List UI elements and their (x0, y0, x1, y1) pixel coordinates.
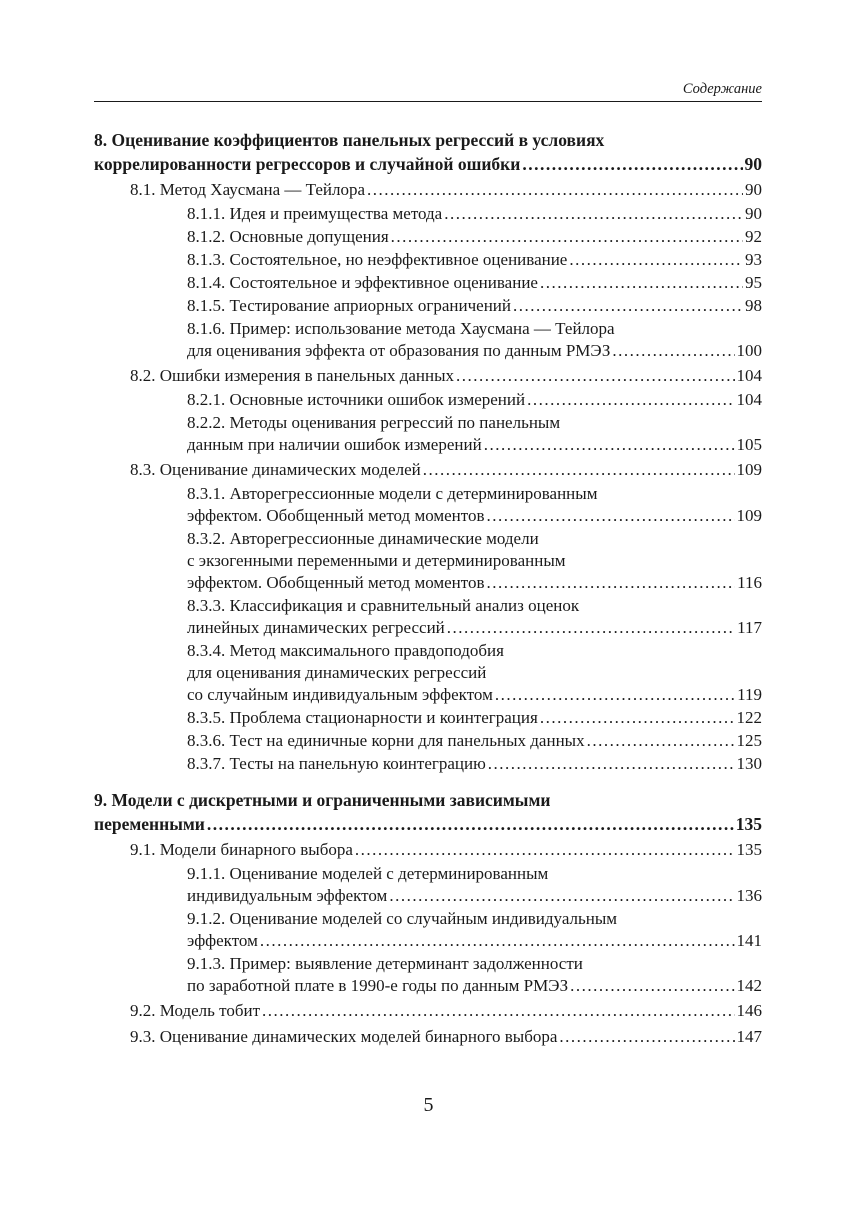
toc-entry-title: переменными (94, 814, 205, 834)
toc-entry-sub[interactable] (94, 412, 762, 456)
toc-entry-line: 8.3.4. Метод максимального правдоподобия (187, 641, 504, 660)
section-gap (94, 775, 762, 788)
toc-entry-sub[interactable] (94, 272, 762, 294)
toc-entry-line (94, 152, 762, 176)
toc-entry-line (187, 930, 762, 952)
toc-entry-line (187, 707, 762, 729)
toc-entry-title: индивидуальным эффектом (187, 886, 388, 905)
toc-entry-line (94, 812, 762, 836)
dot-leader (559, 1025, 734, 1049)
toc-entry-sub[interactable] (94, 318, 762, 362)
toc-entry-line (187, 295, 762, 317)
toc-entry-title: 9.1. Модели бинарного выбора (130, 840, 353, 859)
toc-entry-title: 8.2. Ошибки измерения в панельных данных (130, 366, 455, 385)
toc-page-number: 135 (736, 840, 762, 859)
toc-entry-title: 8.3.6. Тест на единичные корни для панельных данных (187, 731, 585, 750)
table-of-contents (94, 128, 762, 1049)
toc-entry-title: со случайным индивидуальным эффектом (187, 685, 493, 704)
toc-page-number: 142 (736, 976, 762, 995)
toc-page-number: 141 (736, 931, 762, 950)
toc-entry-section[interactable] (94, 1025, 762, 1049)
toc-page-number: 90 (744, 154, 762, 174)
dot-leader (487, 572, 736, 594)
dot-leader (391, 226, 743, 248)
dot-leader (207, 812, 734, 836)
toc-entry-line (187, 434, 762, 456)
toc-entry-title: 8.3. Оценивание динамических моделей (130, 460, 421, 479)
toc-entry-title: 9.2. Модель тобит (130, 1001, 261, 1020)
toc-entry-section[interactable] (94, 178, 762, 202)
toc-page-number: 119 (737, 685, 762, 704)
toc-entry-line: для оценивания динамических регрессий (187, 663, 487, 682)
toc-entry-section[interactable] (94, 838, 762, 862)
toc-entry-line (187, 617, 762, 639)
dot-leader (540, 707, 735, 729)
toc-entry-title: 8.1.2. Основные допущения (187, 227, 389, 246)
toc-entry-sub[interactable] (94, 640, 762, 706)
toc-entry-line (187, 249, 762, 271)
toc-page-number: 104 (736, 390, 762, 409)
toc-entry-line (187, 505, 762, 527)
toc-entry-line (130, 1025, 762, 1049)
toc-entry-line (130, 178, 762, 202)
dot-leader (260, 930, 735, 952)
dot-leader (587, 730, 735, 752)
dot-leader (488, 753, 735, 775)
toc-page-number: 135 (735, 814, 762, 834)
toc-entry-line (187, 753, 762, 775)
toc-entry-section[interactable] (94, 458, 762, 482)
dot-leader (569, 249, 743, 271)
toc-entry-sub[interactable] (94, 707, 762, 729)
toc-entry-sub[interactable] (94, 483, 762, 527)
toc-page-number: 93 (745, 250, 762, 269)
running-head: Содержание (682, 81, 762, 97)
dot-leader (513, 295, 743, 317)
toc-entry-line (130, 838, 762, 862)
dot-leader (540, 272, 743, 294)
toc-entry-sub[interactable] (94, 753, 762, 775)
toc-page-number: 90 (745, 180, 762, 199)
toc-page-number: 98 (745, 296, 762, 315)
toc-page-number: 125 (736, 731, 762, 750)
dot-leader (522, 152, 742, 176)
toc-entry-line: 8.3.3. Классификация и сравнительный анализ оценок (187, 596, 580, 615)
dot-leader (495, 684, 735, 706)
toc-entry-line (130, 458, 762, 482)
toc-entry-sub[interactable] (94, 203, 762, 225)
toc-entry-line (187, 730, 762, 752)
toc-entry-line (187, 203, 762, 225)
toc-entry-title: для оценивания эффекта от образования по данным РМЭЗ (187, 341, 611, 360)
toc-page-number: 147 (736, 1027, 762, 1046)
toc-entry-sub[interactable] (94, 226, 762, 248)
toc-page-number: 100 (736, 341, 762, 360)
toc-page-number: 109 (736, 460, 762, 479)
dot-leader (447, 617, 735, 639)
toc-page-number: 136 (736, 886, 762, 905)
toc-entry-line (187, 684, 762, 706)
toc-page-number: 105 (736, 435, 762, 454)
toc-entry-line (187, 272, 762, 294)
toc-page-number: 95 (745, 273, 762, 292)
toc-entry-line: 9.1.1. Оценивание моделей с детерминированным (187, 864, 549, 883)
toc-entry-title: эффектом. Обобщенный метод моментов (187, 506, 485, 525)
toc-entry-title: 8.1.5. Тестирование априорных ограничений (187, 296, 512, 315)
toc-entry-line (187, 885, 762, 907)
toc-entry-sub[interactable] (94, 389, 762, 411)
dot-leader (570, 975, 734, 997)
toc-entry-title: коррелированности регрессоров и случайной ошибки (94, 154, 521, 174)
toc-entry-line: 9.1.2. Оценивание моделей со случайным индивидуальным (187, 909, 618, 928)
header-rule (94, 101, 762, 102)
toc-entry-line: 8.2.2. Методы оценивания регрессий по панельным (187, 413, 561, 432)
toc-entry-chapter[interactable] (94, 788, 762, 836)
toc-entry-line: 8. Оценивание коэффициентов панельных регрессий в условиях (94, 130, 605, 150)
toc-entry-sub[interactable] (94, 908, 762, 952)
dot-leader (355, 838, 735, 862)
toc-page-number: 109 (736, 506, 762, 525)
toc-entry-title: эффектом (187, 931, 258, 950)
toc-entry-line (187, 226, 762, 248)
toc-entry-line (187, 572, 762, 594)
dot-leader (484, 434, 735, 456)
toc-page-number: 104 (736, 366, 762, 385)
toc-entry-title: 8.3.7. Тесты на панельную коинтеграцию (187, 754, 486, 773)
dot-leader (456, 364, 734, 388)
toc-entry-line (130, 999, 762, 1023)
toc-page-number: 146 (736, 1001, 762, 1020)
toc-entry-section[interactable] (94, 999, 762, 1023)
toc-entry-line (187, 340, 762, 362)
toc-entry-title: данным при наличии ошибок измерений (187, 435, 482, 454)
toc-entry-sub[interactable] (94, 730, 762, 752)
dot-leader (444, 203, 743, 225)
toc-entry-sub[interactable] (94, 953, 762, 997)
toc-entry-title: 8.1.1. Идея и преимущества метода (187, 204, 443, 223)
toc-entry-sub[interactable] (94, 528, 762, 594)
toc-entry-line: 8.3.1. Авторегрессионные модели с детерминированным (187, 484, 598, 503)
toc-page-number: 117 (737, 618, 762, 637)
toc-entry-title: линейных динамических регрессий (187, 618, 445, 637)
toc-entry-title: по заработной плате в 1990-е годы по данным РМЭЗ (187, 976, 569, 995)
toc-entry-line (187, 389, 762, 411)
toc-entry-title: 8.1.4. Состоятельное и эффективное оценивание (187, 273, 538, 292)
toc-entry-sub[interactable] (94, 295, 762, 317)
toc-entry-section[interactable] (94, 364, 762, 388)
toc-entry-line: 8.1.6. Пример: использование метода Хаусмана — Тейлора (187, 319, 615, 338)
toc-page-number: 92 (745, 227, 762, 246)
toc-page-number: 90 (745, 204, 762, 223)
toc-page-number: 130 (736, 754, 762, 773)
dot-leader (367, 178, 743, 202)
toc-entry-sub[interactable] (94, 595, 762, 639)
toc-entry-line: 9. Модели с дискретными и ограниченными зависимыми (94, 790, 551, 810)
dot-leader (389, 885, 734, 907)
toc-entry-chapter[interactable] (94, 128, 762, 176)
toc-page-number: 122 (736, 708, 762, 727)
toc-entry-title: 9.3. Оценивание динамических моделей бинарного выбора (130, 1027, 558, 1046)
dot-leader (423, 458, 735, 482)
toc-entry-line: 8.3.2. Авторегрессионные динамические модели (187, 529, 539, 548)
dot-leader (487, 505, 735, 527)
page-number: 5 (423, 1094, 434, 1116)
toc-entry-title: 8.3.5. Проблема стационарности и коинтеграция (187, 708, 538, 727)
toc-entry-title: 8.1. Метод Хаусмана — Тейлора (130, 180, 366, 199)
toc-entry-title: 8.1.3. Состоятельное, но неэффективное оценивание (187, 250, 568, 269)
toc-entry-line: 9.1.3. Пример: выявление детерминант задолженности (187, 954, 583, 973)
toc-entry-line (130, 364, 762, 388)
toc-entry-title: эффектом. Обобщенный метод моментов (187, 573, 485, 592)
toc-entry-line: с экзогенными переменными и детерминированным (187, 551, 566, 570)
dot-leader (612, 340, 734, 362)
toc-page-number: 116 (737, 573, 762, 592)
toc-entry-sub[interactable] (94, 249, 762, 271)
dot-leader (527, 389, 734, 411)
dot-leader (262, 999, 734, 1023)
toc-entry-title: 8.2.1. Основные источники ошибок измерений (187, 390, 526, 409)
toc-entry-sub[interactable] (94, 863, 762, 907)
toc-entry-line (187, 975, 762, 997)
